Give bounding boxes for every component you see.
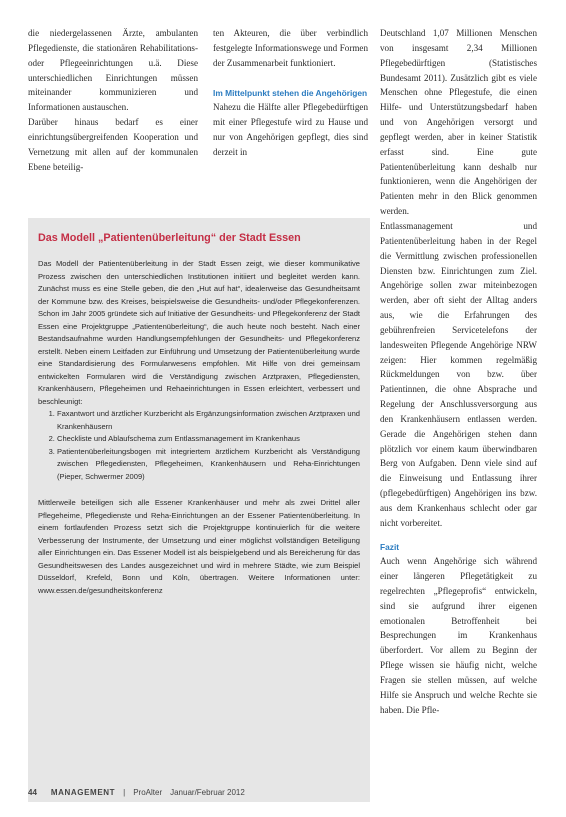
list-item: 1. Faxantwort und ärztlicher Kurzbericht als Ergänzungsinformation zwischen Arztpraxen und Krankenhäusern bbox=[57, 408, 360, 433]
paragraph: ten Akteuren, die über verbindlich festgelegte Informationswege und Formen der Zusammenarbeit funktioniert. bbox=[213, 28, 368, 68]
paragraph: die niedergelassenen Ärzte, ambulanten Pflegedienste, die stationären Rehabilitations- oder Pflegeeinrichtungen u.ä. Diese unterschiedlichen Einrichtungen müssen miteinander kommunizieren und Informationen austauschen. bbox=[28, 28, 198, 113]
info-box bbox=[28, 218, 370, 802]
section-heading-fazit: Fazit bbox=[380, 541, 400, 552]
page-footer bbox=[28, 788, 358, 797]
text-column-middle bbox=[213, 26, 368, 159]
paragraph: Deutschland 1,07 Millionen Menschen von insgesamt 2,34 Millionen Pflegebedürftigen (Statistisches Bundesamt 2011). Zusätzlich gibt es viele Menschen ohne Pflegestufe, die einen Hilfe- und Unterstützungsbedarf haben und von Angehörigen versorgt und gepflegt werden, aber in keiner Statistik erfasst sind. Eine gute Patientenüberleitung kann deshalb nur funktionieren, wenn die Angehörigen der Patienten mehr in den Blick genommen werden. bbox=[380, 28, 537, 217]
info-box-title: Das Modell „Patientenüberleitung“ der Stadt Essen bbox=[38, 232, 301, 244]
page-number: 44 bbox=[28, 788, 37, 797]
paragraph: Auch wenn Angehörige sich während einer längeren Pflegetätigkeit zu regelrechten „Pflegeprofis“ entwickeln, sind sie aufgrund ihrer eigenen emotionalen Betroffenheit bei Besprechungen im Krankenhaus überfordert. Vor allem zu Beginn der Pflege wissen sie häufig nicht, welche Fragen sie stellen müssen, auf welche Hilfe sie Anspruch und welche Rechte sie haben. Die Pfle- bbox=[380, 556, 537, 715]
info-box-outro: Mittlerweile beteiligen sich alle Essener Krankenhäuser und mehr als zwei Drittel aller Pflegeheime, Pflegedienste und Reha-Einrichtungen an der Essener Patientenüberleitung. In einem fortlaufenden Prozess setzt sich die Projektgruppe kontinuierlich für die weitere Verbesserung der Instrumente, der Umsetzung und einer möglichst vollständigen Beteiligung aller Einrichtungen ein. Das Essener Modell ist als beispielgebend und als Bereicherung für das Gesundheitswesen des Landes ausgezeichnet und wird in mehrere Städte, wie zum Beispiel Düsseldorf, Krefeld, Bonn und Köln, übertragen. Weitere Informationen unter: www.essen.de/gesundheitskonferenz bbox=[38, 498, 360, 595]
footer-separator: | bbox=[123, 788, 126, 797]
footer-issue: Januar/Februar 2012 bbox=[170, 788, 245, 797]
paragraph: Nahezu die Hälfte aller Pflegebedürftigen mit einer Pflegestufe wird zu Hause und nur von Angehörigen gepflegt, dies sind derzeit in bbox=[213, 102, 368, 157]
info-box-intro: Das Modell der Patientenüberleitung in der Stadt Essen zeigt, wie dieser kommunikative Prozess zwischen den unterschiedlichen Institutionen initiiert und begleitet werden kann. Zunächst muss es eine Stelle geben, die den „Hut auf hat“, idealerweise das Gesundheitsamt der Kommune bzw. des Kreises, beispielsweise die Gesundheits- und/oder Pflegekonferenzen. Schon im Jahr 2005 gründete sich auf Initiative der Gesundheits- und Pflegekonferenz der Stadt Essen eine Projektgruppe „Patientenüberleitung“, die auch heute noch besteht. Nach einer Bestandsaufnahme wurden Handlungsempfehlungen der Gesundheits- und Pflegekonferenz erstellt. Neben einem Leitfaden zur Einführung und Umsetzung der Patientenüberleitung wurde eine Standardisierung des Formularwesens empfohlen. Mit Hilfe von drei gemeinsam entwickelten Formularen wird die Verständigung zwischen Arztpraxen, Pflegediensten, Krankenhäusern, Pflegeheimen und Rehaeinrichtungen in Essen erleichtert, verbessert und beschleunigt: bbox=[38, 259, 360, 406]
paragraph: Darüber hinaus bedarf es einer einrichtungsübergreifenden Kooperation und Vernetzung mit allen auf der kommunalen Ebene beteilig- bbox=[28, 117, 198, 172]
footer-section: MANAGEMENT bbox=[50, 788, 116, 797]
paragraph: Entlassmanagement und Patientenüberleitung haben in der Regel die Vermittlung zwischen professionellen Diensten bzw. Einrichtungen zum Ziel. Angehörige sollen zwar miteinbezogen werden, aber oft sieht der Alltag anders aus, wie die Erfahrungen des gebührenfreien Servicetelefons der landesweiten Pflegende Angehörige NRW zeigen: Hier kommen regelmäßig Rückmeldungen von bzw. über Patientinnen, die ohne Absprache und Regelung der Anschlussversorgung aus den Krankenhäusern entlassen werden. Gerade die Angehörigen stehen dann plötzlich vor einem kaum überwindbaren Berg von Aufgaben. Denn viele sind auf die Einweisung und Entlassung ihrer (pflegebedürftigen) Angehörigen ins bzw. aus dem Krankenhaus schlecht oder gar nicht vorbereitet. bbox=[380, 220, 537, 528]
footer-publication: ProAlter bbox=[133, 788, 163, 797]
text-column-right bbox=[380, 26, 537, 717]
text-column-left bbox=[28, 26, 198, 174]
info-box-list bbox=[38, 408, 360, 483]
list-item: 2. Checkliste und Ablaufschema zum Entlassmanagement im Krankenhaus bbox=[57, 433, 360, 446]
list-item: 3. Patientenüberleitungsbogen mit integriertem ärztlichem Kurzbericht als Verständigung zwischen Pflegediensten, Pflegeheimen, Krankenhäusern und Reha-Einrichtungen (Pieper, Schwermer 2009) bbox=[57, 446, 360, 484]
section-heading: Im Mittelpunkt stehen die Angehörigen bbox=[213, 87, 368, 98]
